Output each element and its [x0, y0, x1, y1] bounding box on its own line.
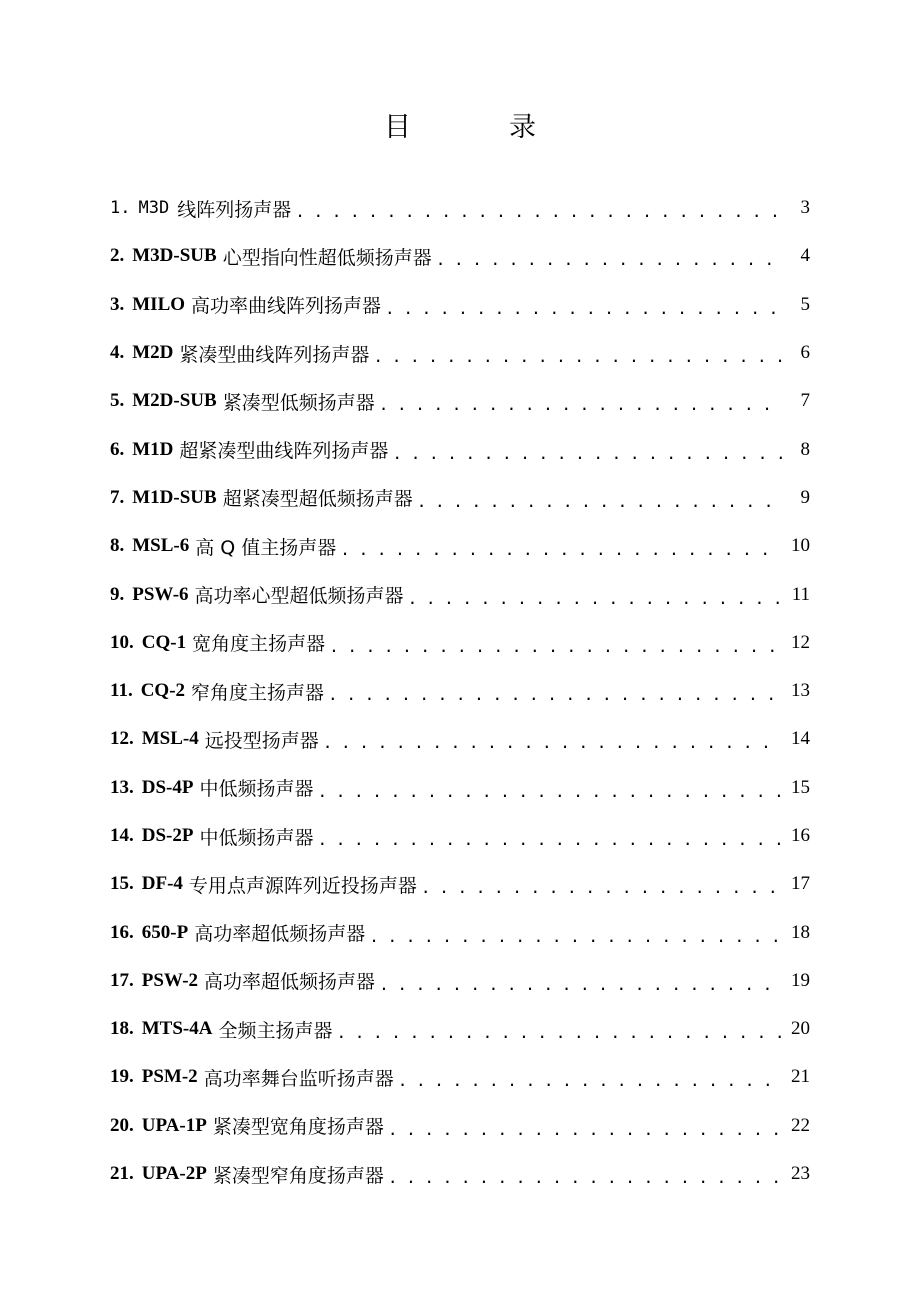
- title-char-1: 目: [384, 112, 411, 143]
- toc-entry-separator: .: [129, 631, 134, 653]
- toc-entry-page: 5: [800, 293, 810, 315]
- page-title: [0, 110, 920, 146]
- toc-entry-number: 11: [110, 680, 128, 702]
- toc-entry-number: 12: [110, 728, 129, 750]
- toc-entry-model: UPA-1P: [141, 1114, 207, 1136]
- toc-entry-number: 9: [110, 583, 120, 605]
- toc-entry-number: 8: [110, 535, 120, 557]
- toc-entry-page: 8: [800, 438, 810, 460]
- toc-entry-separator: .: [129, 969, 134, 991]
- toc-entry-number: 3: [110, 293, 120, 315]
- toc-entry-separator: .: [119, 438, 125, 460]
- toc-entry-number: 10: [110, 631, 129, 653]
- toc-entry-model: DS-4P: [141, 776, 194, 798]
- toc-entry-number: 6: [110, 438, 120, 460]
- toc-entry-description: 高功率超低频扬声器: [204, 971, 376, 994]
- toc-dot-leader: [369, 925, 782, 945]
- toc-entry-model: MSL-6: [132, 535, 190, 557]
- toc-entry-number: 19: [110, 1066, 129, 1088]
- toc-entry[interactable]: [110, 184, 810, 232]
- toc-entry-separator: .: [119, 486, 125, 508]
- toc-entry-model: M3D-SUB: [132, 245, 217, 267]
- toc-dot-leader: [340, 538, 782, 558]
- toc-entry-number: 2: [110, 245, 120, 267]
- toc-dot-leader: [436, 248, 782, 268]
- toc-entry-model: M2D-SUB: [132, 390, 217, 412]
- title-char-2: 录: [509, 112, 536, 143]
- toc-entry-page: 12: [791, 631, 810, 653]
- toc-entry[interactable]: [110, 667, 810, 715]
- toc-entry-separator: .: [129, 728, 134, 750]
- toc-entry-page: 3: [800, 197, 810, 219]
- toc-entry-separator: .: [119, 535, 125, 557]
- toc-entry-description: 紧凑型宽角度扬声器: [212, 1116, 384, 1139]
- toc-entry-page: 21: [791, 1066, 810, 1088]
- toc-entry-number: 18: [110, 1018, 129, 1040]
- toc-dot-leader: [388, 1166, 782, 1186]
- toc-entry-model: UPA-2P: [141, 1163, 207, 1185]
- toc-entry[interactable]: [110, 570, 810, 618]
- toc-dot-leader: [388, 1118, 782, 1138]
- toc-entry-description: 全频主扬声器: [218, 1019, 333, 1042]
- toc-entry-separator: .: [119, 583, 125, 605]
- toc-entry[interactable]: [110, 860, 810, 908]
- toc-entry-number: 7: [110, 486, 120, 508]
- toc-entry-page: 19: [791, 969, 810, 991]
- toc-entry[interactable]: [110, 329, 810, 377]
- table-of-contents: [110, 184, 810, 1198]
- toc-entry-description: 超紧凑型曲线阵列扬声器: [179, 440, 389, 463]
- toc-entry-model: DS-2P: [141, 825, 194, 846]
- toc-entry-description: 窄角度主扬声器: [191, 681, 325, 704]
- toc-entry-model: M2D: [132, 342, 174, 364]
- toc-entry-number: 1: [110, 198, 121, 219]
- toc-entry-number: 17: [110, 969, 129, 991]
- toc-dot-leader: [323, 731, 782, 751]
- toc-entry-page: 14: [791, 728, 810, 750]
- toc-entry[interactable]: [110, 522, 810, 570]
- toc-entry-description: 线阵列扬声器: [177, 198, 292, 221]
- toc-entry-number: 15: [110, 873, 129, 895]
- toc-entry-model: DF-4: [141, 873, 183, 895]
- toc-entry-page: 20: [791, 1018, 810, 1040]
- toc-entry-number: 16: [110, 921, 129, 943]
- toc-entry-model: MILO: [132, 293, 186, 315]
- toc-entry-separator: .: [119, 390, 125, 412]
- toc-entry-separator: .: [119, 342, 125, 364]
- toc-entry-page: 13: [791, 680, 810, 702]
- toc-entry-separator: .: [119, 245, 125, 267]
- toc-entry-description: 超紧凑型超低频扬声器: [222, 488, 413, 511]
- toc-entry-description: 高功率心型超低频扬声器: [194, 585, 404, 608]
- toc-entry-model: PSW-6: [132, 583, 189, 605]
- toc-dot-leader: [398, 1069, 782, 1089]
- toc-entry-model: PSW-2: [141, 969, 199, 991]
- toc-entry[interactable]: [110, 425, 810, 473]
- toc-entry-model: CQ-2: [140, 680, 186, 702]
- toc-entry-number: 14: [110, 825, 129, 846]
- toc-entry[interactable]: [110, 474, 810, 522]
- toc-entry-separator: .: [129, 1163, 134, 1185]
- toc-entry-description: 高功率超低频扬声器: [194, 923, 366, 946]
- toc-dot-leader: [392, 442, 782, 462]
- toc-dot-leader: [417, 490, 782, 510]
- toc-entry[interactable]: [110, 281, 810, 329]
- toc-entry-model: M3D: [138, 198, 170, 219]
- toc-entry-page: 10: [791, 535, 810, 557]
- toc-entry-model: M1D-SUB: [132, 486, 217, 508]
- toc-entry-model: CQ-1: [141, 631, 187, 653]
- toc-entry-model: MSL-4: [141, 728, 199, 750]
- toc-entry-description: 中低频扬声器: [199, 826, 314, 849]
- toc-entry-separator: .: [129, 1018, 134, 1040]
- toc-entry-description: 宽角度主扬声器: [192, 633, 326, 656]
- toc-entry-separator: .: [119, 293, 125, 315]
- toc-entry-model: M1D: [132, 438, 174, 460]
- toc-entry-page: 23: [791, 1163, 810, 1185]
- toc-entry-description: 高功率舞台监听扬声器: [203, 1067, 394, 1090]
- toc-entry-number: 5: [110, 390, 120, 412]
- toc-entry-separator: .: [129, 776, 134, 798]
- toc-entry-page: 9: [800, 486, 810, 508]
- toc-entry-description: 高 Q 值主扬声器: [195, 536, 337, 559]
- toc-entry-separator: .: [129, 1066, 134, 1088]
- toc-entry[interactable]: [110, 908, 810, 956]
- toc-entry-description: 紧凑型低频扬声器: [222, 391, 375, 414]
- toc-entry-page: 15: [791, 776, 810, 798]
- toc-entry[interactable]: [110, 232, 810, 280]
- toc-dot-leader: [337, 1021, 783, 1041]
- toc-entry[interactable]: [110, 1102, 810, 1150]
- toc-entry-model: MTS-4A: [141, 1018, 213, 1040]
- toc-dot-leader: [373, 345, 782, 365]
- toc-entry[interactable]: [110, 1005, 810, 1053]
- toc-entry-separator: .: [129, 921, 134, 943]
- toc-dot-leader: [421, 876, 782, 896]
- toc-entry-separator: .: [127, 680, 133, 702]
- toc-entry-model: 650-P: [141, 921, 189, 943]
- toc-entry-separator: .: [120, 198, 131, 219]
- toc-dot-leader: [295, 200, 782, 220]
- toc-entry[interactable]: [110, 377, 810, 425]
- toc-entry-description: 紧凑型曲线阵列扬声器: [179, 343, 370, 366]
- toc-entry-page: 22: [791, 1114, 810, 1136]
- toc-entry-separator: .: [129, 1114, 134, 1136]
- toc-entry-page: 4: [800, 245, 810, 267]
- toc-dot-leader: [329, 635, 782, 655]
- toc-dot-leader: [318, 780, 783, 800]
- toc-entry-model: PSM-2: [141, 1066, 198, 1088]
- toc-entry-description: 远投型扬声器: [204, 729, 319, 752]
- toc-entry-description: 中低频扬声器: [199, 778, 314, 801]
- toc-entry-separator: .: [129, 825, 134, 846]
- toc-entry[interactable]: [110, 715, 810, 763]
- toc-entry[interactable]: [110, 619, 810, 667]
- toc-entry-description: 心型指向性超低频扬声器: [222, 246, 432, 269]
- toc-entry-number: 21: [110, 1163, 129, 1185]
- toc-dot-leader: [379, 393, 782, 413]
- toc-entry-separator: .: [129, 873, 134, 895]
- toc-entry-description: 紧凑型窄角度扬声器: [212, 1164, 384, 1187]
- toc-entry-description: 高功率曲线阵列扬声器: [191, 295, 382, 318]
- toc-entry[interactable]: [110, 812, 810, 860]
- toc-entry-page: 11: [791, 583, 810, 605]
- toc-entry[interactable]: [110, 1150, 810, 1198]
- toc-entry[interactable]: [110, 957, 810, 1005]
- toc-entry-page: 18: [791, 921, 810, 943]
- toc-entry-page: 17: [791, 873, 810, 895]
- toc-entry-page: 6: [800, 342, 810, 364]
- toc-dot-leader: [379, 973, 782, 993]
- toc-dot-leader: [408, 587, 782, 607]
- toc-entry-number: 13: [110, 776, 129, 798]
- toc-entry[interactable]: [110, 1053, 810, 1101]
- toc-dot-leader: [385, 297, 782, 317]
- toc-entry-number: 20: [110, 1114, 129, 1136]
- toc-entry-description: 专用点声源阵列近投扬声器: [188, 874, 417, 897]
- toc-dot-leader: [318, 828, 783, 848]
- toc-entry-number: 4: [110, 342, 120, 364]
- toc-entry[interactable]: [110, 764, 810, 812]
- toc-entry-page: 7: [800, 390, 810, 412]
- toc-entry-page: 16: [791, 825, 810, 846]
- toc-dot-leader: [328, 683, 782, 703]
